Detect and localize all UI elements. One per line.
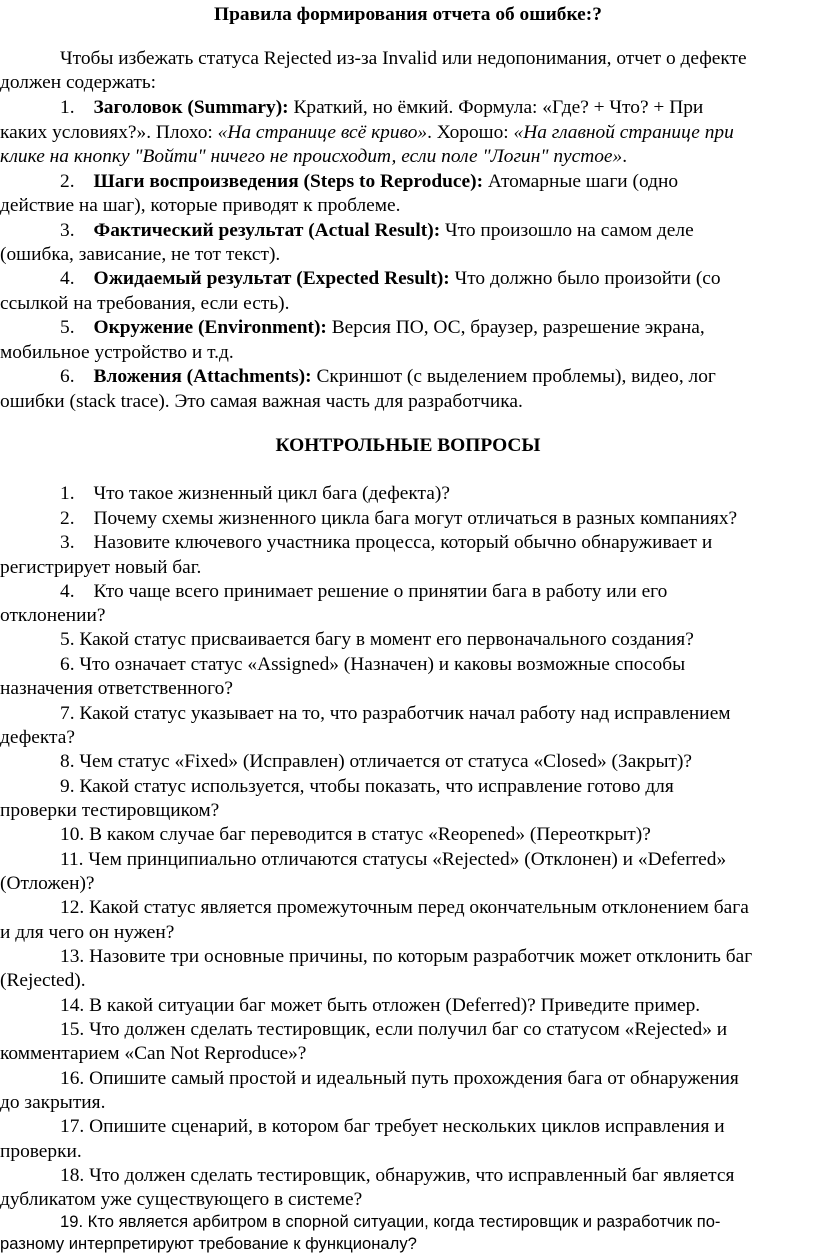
question-15: 15. Что должен сделать тестировщик, если получил баг со статусом «Rejected» и	[60, 1019, 728, 1040]
question-18-line-2: дубликатом уже существующего в системе?	[0, 1189, 363, 1210]
rule-1-line-2: каких условиях?». Плохо: «На странице всё криво». Хорошо: «На главной странице при	[0, 122, 734, 143]
question-3-line-2: регистрирует новый баг.	[0, 557, 202, 578]
question-16-line-2: до закрытия.	[0, 1092, 106, 1113]
question-6: 6. Что означает статус «Assigned» (Назначен) и каковы возможные способы	[60, 654, 686, 675]
question-12: 12. Какой статус является промежуточным перед окончательным отклонением бага	[60, 897, 749, 918]
questions-heading: КОНТРОЛЬНЫЕ ВОПРОСЫ	[275, 435, 541, 456]
question-2: 2. Почему схемы жизненного цикла бага могут отличаться в разных компаниях?	[60, 508, 738, 529]
question-18: 18. Что должен сделать тестировщик, обнаружив, что исправленный баг является	[60, 1165, 735, 1186]
good-example-cont: клике на кнопку "Войти" ничего не происходит, если поле "Логин" пустое»	[0, 146, 623, 167]
question-16: 16. Опишите самый простой и идеальный путь прохождения бага от обнаружения	[60, 1068, 739, 1089]
question-5: 5. Какой статус присваивается багу в момент его первоначального создания?	[60, 629, 694, 650]
question-8: 8. Чем статус «Fixed» (Исправлен) отличается от статуса «Closed» (Закрыт)?	[60, 751, 693, 772]
question-7: 7. Какой статус указывает на то, что разработчик начал работу над исправлением	[60, 703, 731, 724]
rule-text: Краткий, но ёмкий. Формула: «Где? + Что? + При	[288, 97, 704, 118]
rule-number: 1.	[60, 97, 75, 118]
rule-6: 6. Вложения (Attachments): Скриншот (с выделением проблемы), видео, лог	[60, 366, 716, 387]
question-12-line-2: и для чего он нужен?	[0, 922, 175, 943]
question-11-line-2: (Отложен)?	[0, 873, 95, 894]
page-title: Правила формирования отчета об ошибке:?	[214, 4, 602, 25]
rule-3: 3. Фактический результат (Actual Result): Что произошло на самом деле	[60, 220, 694, 241]
question-9: 9. Какой статус используется, чтобы показать, что исправление готово для	[60, 776, 674, 797]
question-7-line-2: дефекта?	[0, 727, 75, 748]
question-4-line-2: отклонении?	[0, 605, 106, 626]
rule-5-line-2: мобильное устройство и т.д.	[0, 342, 234, 363]
rule-5: 5. Окружение (Environment): Версия ПО, ОС, браузер, разрешение экрана,	[60, 317, 705, 338]
rule-4-line-2: ссылкой на требования, если есть).	[0, 293, 290, 314]
question-1: 1. Что такое жизненный цикл бага (дефекта)?	[60, 483, 450, 504]
rule-6-line-2: ошибки (stack trace). Это самая важная часть для разработчика.	[0, 391, 523, 412]
question-6-line-2: назначения ответственного?	[0, 678, 233, 699]
question-11: 11. Чем принципиально отличаются статусы «Rejected» (Отклонен) и «Deferred»	[60, 849, 727, 870]
rule-2-line-2: действие на шаг), которые приводят к проблеме.	[0, 195, 401, 216]
question-17-line-2: проверки.	[0, 1141, 82, 1162]
rule-2: 2. Шаги воспроизведения (Steps to Reproduce): Атомарные шаги (одно	[60, 171, 679, 192]
question-14: 14. В какой ситуации баг может быть отложен (Deferred)? Приведите пример.	[60, 995, 701, 1016]
rule-3-line-2: (ошибка, зависание, не тот текст).	[0, 244, 281, 265]
question-17: 17. Опишите сценарий, в котором баг требует нескольких циклов исправления и	[60, 1116, 725, 1137]
rule-4: 4. Ожидаемый результат (Expected Result): Что должно было произойти (со	[60, 268, 721, 289]
bad-example: «На странице всё криво»	[217, 122, 428, 143]
question-15-line-2: комментарием «Can Not Reproduce»?	[0, 1043, 307, 1064]
question-19: 19. Кто является арбитром в спорной ситуации, когда тестировщик и разработчик по-	[60, 1212, 721, 1231]
question-13: 13. Назовите три основные причины, по которым разработчик может отклонить баг	[60, 946, 753, 967]
rule-1	[60, 96, 703, 120]
question-9-line-2: проверки тестировщиком?	[0, 800, 220, 821]
question-3: 3. Назовите ключевого участника процесса, который обычно обнаруживает и	[60, 532, 713, 553]
question-4: 4. Кто чаще всего принимает решение о принятии бага в работу или его	[60, 581, 668, 602]
good-example: «На главной странице при	[513, 122, 734, 143]
question-13-line-2: (Rejected).	[0, 970, 86, 991]
question-19-line-2: разному интерпретируют требование к функционалу?	[0, 1234, 417, 1253]
rule-term: Заголовок (Summary):	[93, 97, 289, 118]
rule-1-line-3: клике на кнопку "Войти" ничего не происходит, если поле "Логин" пустое».	[0, 146, 628, 167]
intro-line-2: должен содержать:	[0, 72, 157, 93]
intro-line-1: Чтобы избежать статуса Rejected из-за Invalid или недопонимания, отчет о дефекте	[60, 48, 747, 69]
question-10: 10. В каком случае баг переводится в статус «Reopened» (Переоткрыт)?	[60, 824, 651, 845]
